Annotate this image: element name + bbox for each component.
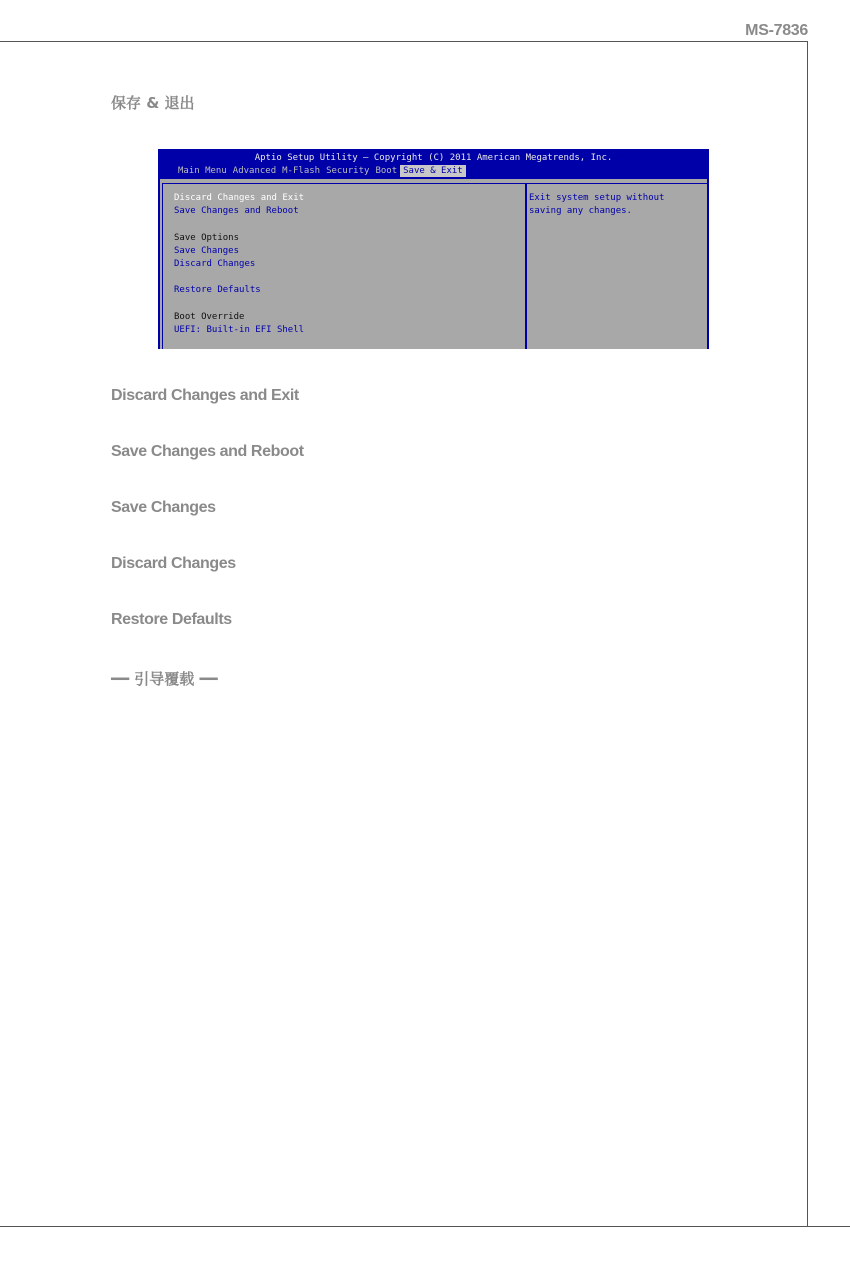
menu-item-save-changes-and-reboot[interactable]: Save Changes and Reboot <box>174 206 299 216</box>
bios-tab-bar <box>175 165 466 177</box>
model-number: MS-7836 <box>745 22 808 39</box>
entry-save-changes: Save Changes <box>111 499 216 516</box>
section-title: 保存 & 退出 <box>111 94 195 112</box>
menu-item-discard-changes[interactable]: Discard Changes <box>174 259 256 269</box>
tab-main-menu[interactable]: Main Menu <box>178 166 227 176</box>
menu-item-discard-changes-and-exit[interactable]: Discard Changes and Exit <box>174 193 305 203</box>
tab-security[interactable]: Security <box>326 166 370 176</box>
tab-advanced[interactable]: Advanced <box>232 166 277 176</box>
bios-panel <box>160 179 707 349</box>
help-text-line-2: saving any changes. <box>529 206 632 216</box>
top-rule <box>0 41 808 42</box>
entry-discard-changes-and-exit: Discard Changes and Exit <box>111 387 299 404</box>
menu-item-restore-defaults[interactable]: Restore Defaults <box>174 285 261 295</box>
tab-boot[interactable]: Boot <box>375 166 398 176</box>
tab-save-exit[interactable]: Save & Exit <box>400 165 466 177</box>
bios-title: Aptio Setup Utility – Copyright (C) 2011 American Megatrends, Inc. <box>254 153 613 163</box>
right-rule <box>807 41 808 1226</box>
group-label-save-options: Save Options <box>174 233 240 243</box>
bios-screenshot <box>158 149 709 349</box>
entry-discard-changes: Discard Changes <box>111 555 236 572</box>
bottom-rule <box>0 1226 850 1227</box>
menu-item-save-changes[interactable]: Save Changes <box>174 246 240 256</box>
entry-save-changes-and-reboot: Save Changes and Reboot <box>111 443 304 460</box>
tab-m-flash[interactable]: M-Flash <box>282 166 321 176</box>
group-label-boot-override: Boot Override <box>174 312 245 322</box>
help-text-line-1: Exit system setup without <box>529 193 665 203</box>
menu-item-uefi-efi-shell[interactable]: UEFI: Built-in EFI Shell <box>174 325 305 335</box>
entry-restore-defaults: Restore Defaults <box>111 611 232 628</box>
boot-override-heading: ━━ 引导覆载 ━━ <box>111 670 218 688</box>
